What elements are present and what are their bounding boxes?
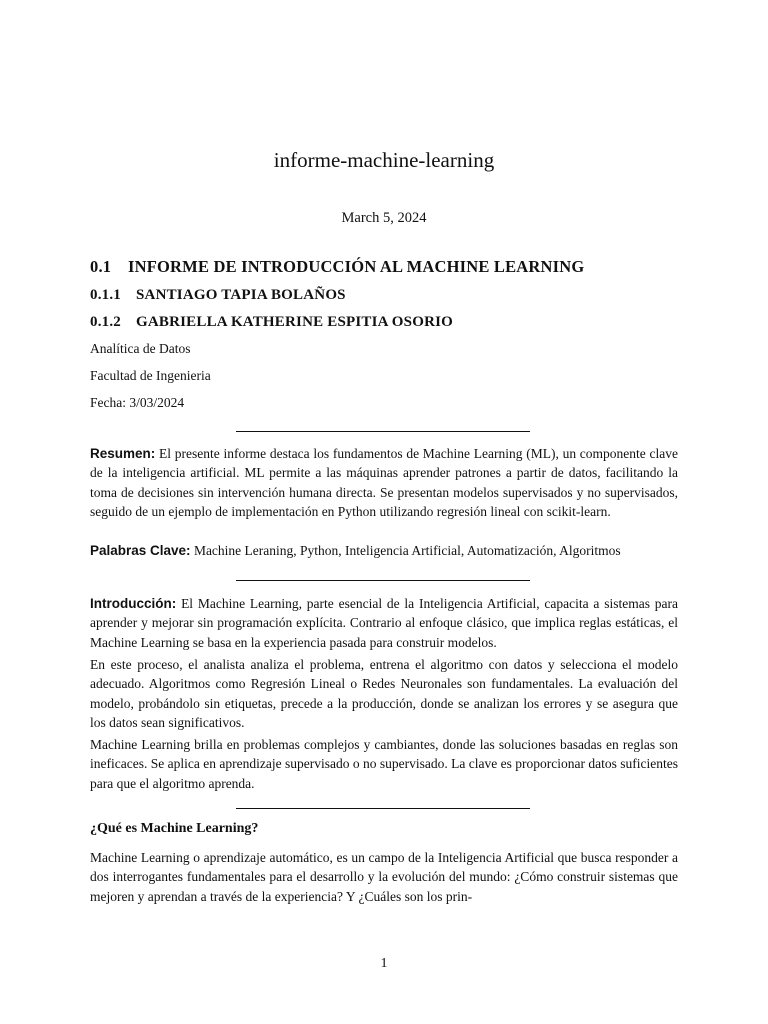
- section-title: INFORME DE INTRODUCCIÓN AL MACHINE LEARNING: [128, 257, 585, 276]
- info-line-faculty: Facultad de Ingenieria: [90, 368, 211, 383]
- divider: [236, 808, 530, 809]
- subsection-paragraph: Machine Learning o aprendizaje automático, es un campo de la Inteligencia Artificial que busca responder a dos interrogantes fundamentales para el desarrollo y la evolución del mundo: ¿Cómo construir sistemas que mejoren y aprendan a través de la experiencia? Y ¿Cuáles son los prin-: [90, 850, 678, 904]
- introduction-text: El Machine Learning, parte esencial de la Inteligencia Artificial, capacita a sistemas para aprender y mejorar sin programación explícita. Contrario al enfoque clásico, que implica reglas estáticas, el Machine Learning se basa en la experiencia pasada para construir modelos.: [90, 596, 678, 650]
- divider: [236, 431, 530, 432]
- body-paragraph-1: En este proceso, el analista analiza el problema, entrena el algoritmo con datos y selecciona el modelo adecuado. Algoritmos como Regresión Lineal o Redes Neuronales son fundamentales. La evaluación del modelo, probándolo sin etiquetas, precede a la producción, donde se analizan los errores y se asegura que los datos sean significativos.: [90, 657, 678, 731]
- author-heading-1: [90, 287, 346, 304]
- introduction-label: Introducción:: [90, 596, 177, 611]
- document-date: March 5, 2024: [341, 210, 427, 226]
- section-number: 0.1: [90, 257, 112, 276]
- author-number: 0.1.2: [90, 314, 121, 330]
- document-title: informe-machine-learning: [273, 148, 495, 172]
- divider: [236, 580, 530, 581]
- author-name: SANTIAGO TAPIA BOLAÑOS: [136, 287, 346, 303]
- author-name: GABRIELLA KATHERINE ESPITIA OSORIO: [136, 314, 454, 330]
- author-number: 0.1.1: [90, 287, 121, 303]
- subsection-title: ¿Qué es Machine Learning?: [90, 821, 259, 836]
- abstract-paragraph: [90, 444, 678, 522]
- introduction-paragraph: [90, 594, 678, 652]
- info-line-date: Fecha: 3/03/2024: [90, 395, 185, 410]
- keywords-label: Palabras Clave:: [90, 543, 191, 558]
- abstract-text: El presente informe destaca los fundamentos de Machine Learning (ML), un componente clave de la inteligencia artificial. ML permite a las máquinas aprender patrones a partir de datos, facilitando la toma de decisiones sin intervención humana directa. Se presentan modelos supervisados y no supervisados, seguido de un ejemplo de implementación en Python utilizando regresión lineal con scikit-learn.: [90, 446, 678, 520]
- keywords-paragraph: [90, 541, 678, 560]
- keywords-text: Machine Leraning, Python, Inteligencia Artificial, Automatización, Algoritmos: [193, 543, 621, 558]
- body-paragraph-2: Machine Learning brilla en problemas complejos y cambiantes, donde las soluciones basadas en reglas son ineficaces. Se aplica en aprendizaje supervisado o no supervisado. La clave es proporcionar datos suficientes para que el algoritmo aprenda.: [90, 737, 678, 791]
- page-number: 1: [380, 956, 388, 971]
- section-heading: [90, 257, 584, 277]
- abstract-label: Resumen:: [90, 446, 156, 461]
- info-line-program: Analítica de Datos: [90, 341, 191, 356]
- author-heading-2: [90, 314, 453, 331]
